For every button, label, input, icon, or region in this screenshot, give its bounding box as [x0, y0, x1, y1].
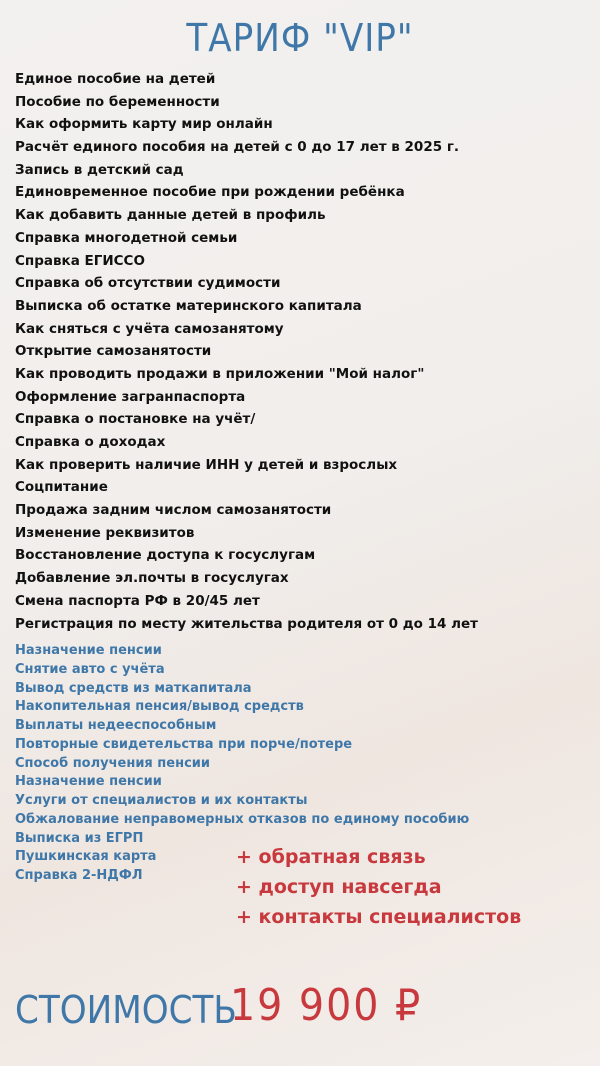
list-item: Пушкинская карта [15, 849, 157, 865]
list-item: Единовременное пособие при рождении ребёнка [15, 184, 405, 201]
list-item: Как добавить данные детей в профиль [15, 207, 326, 224]
list-item: Справка о постановке на учёт/ [15, 411, 256, 428]
list-item: Оформление загранпаспорта [15, 388, 246, 405]
list-item: Запись в детский сад [15, 161, 184, 178]
list-item: Открытие самозанятости [15, 343, 212, 360]
list-item: Выплаты недееспособным [15, 718, 217, 733]
list-item: Справка многодетной семьи [15, 229, 238, 246]
bonus-feedback: + обратная связь [236, 846, 426, 868]
list-item: Расчёт единого пособия на детей с 0 до 17 лет в 2025 г. [15, 139, 459, 156]
bonus-lifetime-access: + доступ навсегда [236, 876, 442, 898]
list-item: Добавление эл.почты в госуслугах [15, 570, 289, 587]
list-item: Способ получения пенсии [15, 755, 211, 771]
list-item: Услуги от специалистов и их контакты [15, 793, 308, 808]
list-item: Назначение пенсии [15, 774, 162, 790]
list-item: Восстановление доступа к госуслугам [15, 547, 316, 564]
list-item: Справка ЕГИССО [15, 252, 145, 269]
list-item: Как проводить продажи в приложении "Мой налог" [15, 365, 425, 382]
list-item: Назначение пенсии [15, 643, 162, 658]
page-title: ТАРИФ "VIP" [186, 16, 414, 60]
list-item: Единое пособие на детей [15, 71, 216, 87]
list-item: Как оформить карту мир онлайн [15, 116, 273, 133]
bonus-specialist-contacts: + контакты специалистов [236, 906, 522, 928]
list-item: Накопительная пенсия/вывод средств [15, 699, 304, 715]
services-main-list [15, 68, 478, 635]
list-item: Повторные свидетельства при порче/потере [15, 736, 353, 752]
bonus-list [236, 842, 521, 932]
list-item: Регистрация по месту жительства родителя от 0 до 14 лет [15, 615, 478, 632]
list-item: Справка о доходах [15, 434, 166, 450]
list-item: Справка об отсутствии судимости [15, 275, 281, 292]
list-item: Соцпитание [15, 479, 108, 496]
list-item: Продажа задним числом самозанятости [15, 502, 332, 519]
list-item: Выписка из ЕГРП [15, 830, 144, 846]
list-item: Справка 2-НДФЛ [15, 868, 143, 883]
list-item: Снятие авто с учёта [15, 661, 165, 677]
list-item: Как сняться с учёта самозанятому [15, 320, 284, 337]
list-item: Изменение реквизитов [15, 524, 195, 541]
list-item: Вывод средств из маткапитала [15, 680, 252, 696]
list-item: Пособие по беременности [15, 93, 220, 110]
list-item: Смена паспорта РФ в 20/45 лет [15, 592, 260, 609]
list-item: Выписка об остатке материнского капитала [15, 297, 362, 314]
price-label: СТОИМОСТЬ [15, 988, 237, 1032]
list-item: Как проверить наличие ИНН у детей и взрослых [15, 456, 398, 473]
price-value: 19 900 ₽ [230, 980, 423, 1031]
list-item: Обжалование неправомерных отказов по единому пособию [15, 811, 470, 827]
